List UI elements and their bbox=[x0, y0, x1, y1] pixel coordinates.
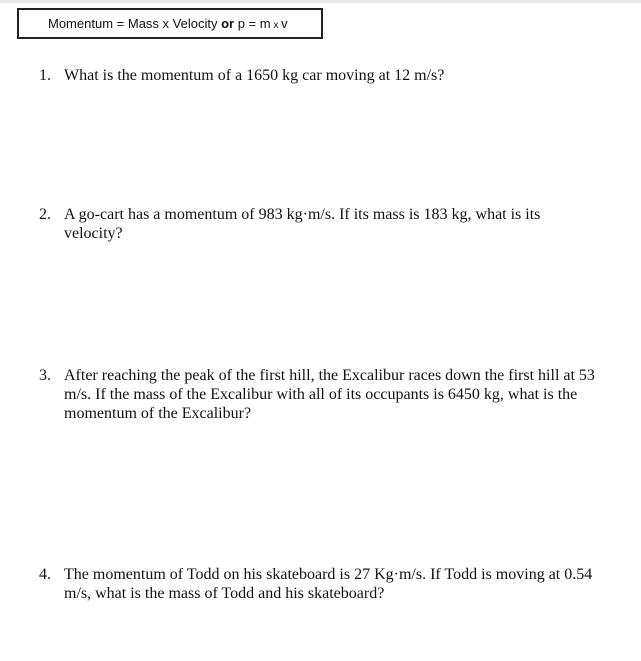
formula-momentum: Momentum bbox=[48, 16, 114, 31]
formula-equals: = bbox=[113, 16, 128, 31]
formula-velocity: Velocity bbox=[172, 16, 218, 31]
top-divider bbox=[0, 0, 641, 3]
question-text: The momentum of Todd on his skateboard is 27 Kg·m/s. If Todd is moving at 0.54 m/s, what is the mass of Todd and his skateboard? bbox=[64, 566, 593, 602]
question-number: 4. bbox=[39, 566, 51, 583]
question-number: 3. bbox=[39, 367, 51, 384]
question-1 bbox=[39, 66, 599, 85]
question-number: 2. bbox=[39, 206, 51, 223]
formula-times: x bbox=[158, 16, 173, 31]
question-text: What is the momentum of a 1650 kg car moving at 12 m/s? bbox=[64, 67, 445, 84]
question-number: 1. bbox=[39, 67, 51, 84]
formula-box bbox=[17, 8, 323, 39]
question-4 bbox=[39, 565, 599, 603]
question-3 bbox=[39, 366, 599, 423]
formula-m: m bbox=[259, 16, 271, 31]
formula-or: or bbox=[217, 16, 238, 31]
formula-mass: Mass bbox=[127, 16, 159, 31]
question-text: After reaching the peak of the first hill, the Excalibur races down the first hill at 53 m/s. If the mass of the Excalibur with all of its occupants is 6450 kg, what is the momentum of the Excalibur? bbox=[64, 367, 595, 422]
formula-times-symbol: x bbox=[270, 20, 282, 31]
question-text: A go-cart has a momentum of 983 kg·m/s. If its mass is 183 kg, what is its velocity? bbox=[64, 206, 541, 242]
formula-v: v bbox=[281, 16, 288, 31]
formula-equals-symbol: = bbox=[244, 16, 260, 31]
question-2 bbox=[39, 205, 599, 243]
formula-p: p bbox=[237, 16, 245, 31]
